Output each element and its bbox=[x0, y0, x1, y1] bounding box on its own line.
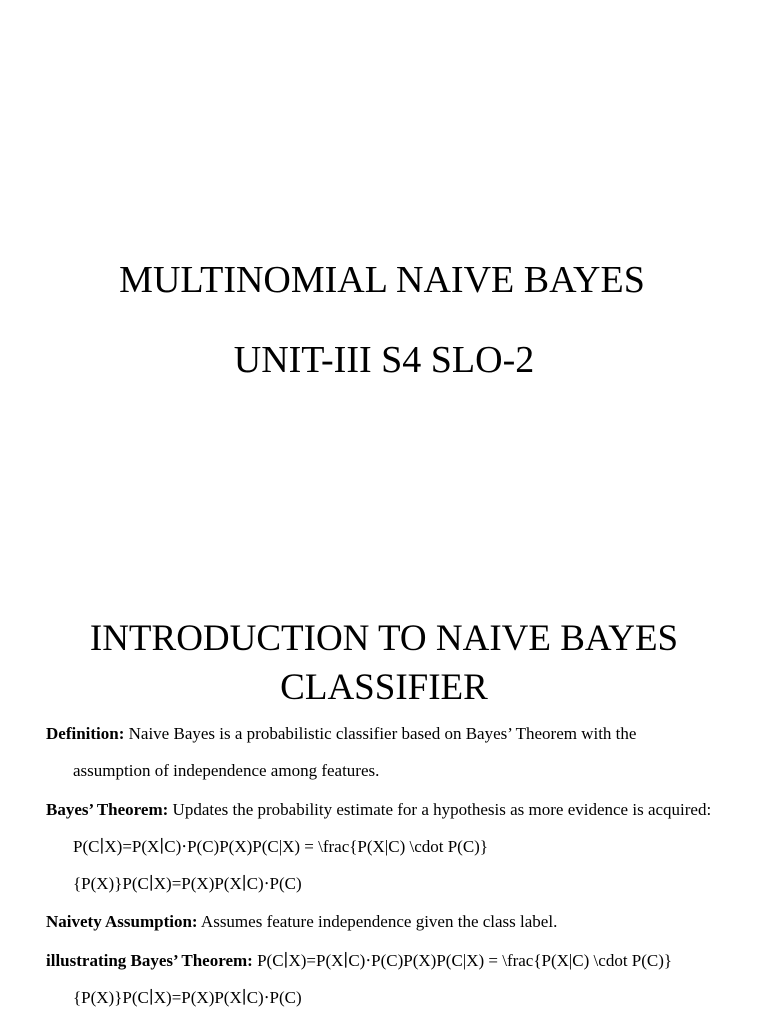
naivety-assumption-term: Naivety Assumption: bbox=[46, 912, 198, 931]
naivety-assumption-text: Assumes feature independence given the class label. bbox=[197, 912, 558, 931]
page-title: MULTINOMIAL NAIVE BAYES bbox=[119, 259, 645, 301]
illustrating-bayes-term: illustrating Bayes’ Theorem: bbox=[46, 951, 253, 970]
definition-term: Definition: bbox=[46, 724, 125, 743]
page-subtitle: UNIT-III S4 SLO-2 bbox=[233, 339, 535, 381]
illustrating-bayes-paragraph bbox=[46, 942, 716, 1016]
bayes-theorem-paragraph bbox=[46, 791, 716, 902]
section-heading bbox=[0, 614, 768, 712]
definition-paragraph bbox=[46, 715, 716, 789]
illustrating-bayes-text: P(C∣X)=P(X∣C)⋅P(C)P(X)P(C|X) = \frac{P(X|C) \cdot P(C)}{P(X)}P(C∣X)=P(X)P(X∣C)⋅P(C) bbox=[73, 951, 673, 1007]
bayes-theorem-text: Updates the probability estimate for a hypothesis as more evidence is acquired: P(C∣X)=P(X∣C)⋅P(C)P(X)P(C|X) = \frac{P(X|C) \cdot P(C)}{P(X)}P(C∣X)=P(X)P(X∣C)⋅P(C) bbox=[73, 800, 712, 893]
naivety-assumption-paragraph bbox=[46, 903, 557, 940]
bayes-theorem-term: Bayes’ Theorem: bbox=[46, 800, 169, 819]
definition-text: Naive Bayes is a probabilistic classifier based on Bayes’ Theorem with the assumption of independence among features. bbox=[73, 724, 637, 780]
section-heading-line-2: CLASSIFIER bbox=[280, 667, 488, 708]
section-heading-line-1: INTRODUCTION TO NAIVE BAYES bbox=[89, 618, 679, 659]
